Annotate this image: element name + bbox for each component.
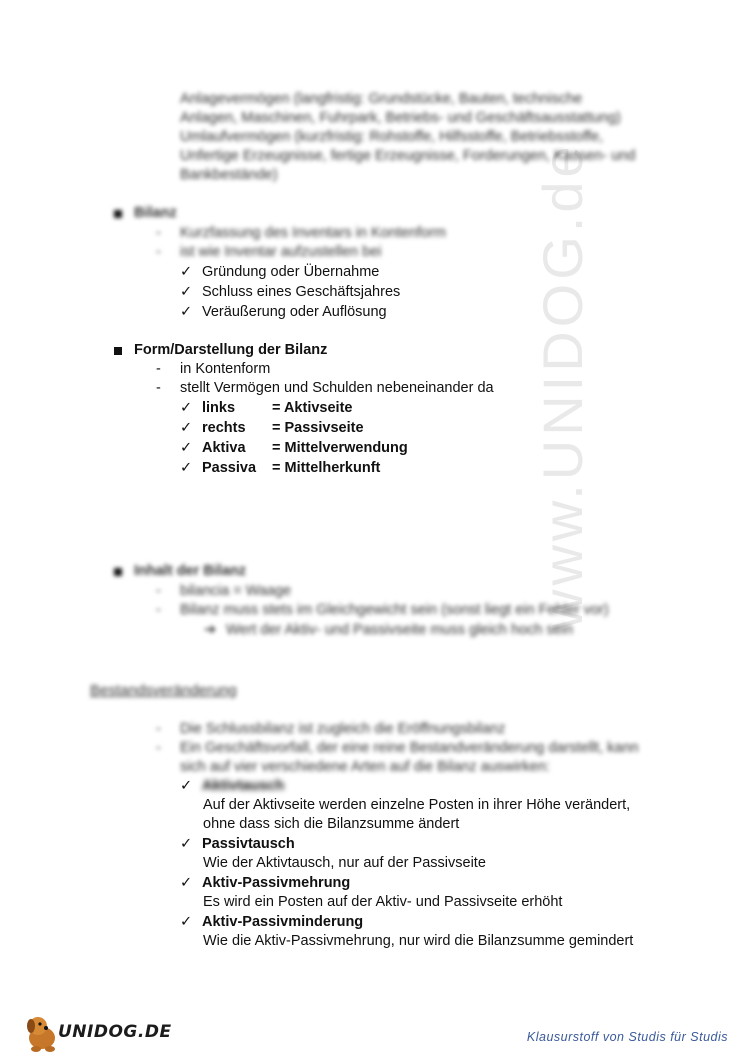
check-icon: ✓ xyxy=(180,836,193,852)
bestand-item-text: Wie der Aktivtausch, nur auf der Passivseite xyxy=(203,855,486,871)
inhalt-heading: Inhalt der Bilanz xyxy=(134,563,246,579)
form-desc-2: stellt Vermögen und Schulden nebeneinander da xyxy=(180,380,494,396)
form-def: = Mittelherkunft xyxy=(272,460,381,476)
bestand-heading: Bestandsveränderung xyxy=(90,682,237,699)
form-row xyxy=(180,439,408,458)
check-icon: ✓ xyxy=(180,460,193,476)
bilanz-check-1 xyxy=(180,263,379,282)
form-def: = Aktivseite xyxy=(272,400,353,416)
inhalt-desc-2: Bilanz muss stets im Gleichgewicht sein (sonst liegt ein Fehler vor) xyxy=(180,602,609,618)
bilanz-check-label-2: Schluss eines Geschäftsjahres xyxy=(202,284,401,300)
bestand-item-title-text: Aktiv-Passivmehrung xyxy=(202,875,351,891)
dash-marker: - xyxy=(156,361,161,377)
check-icon: ✓ xyxy=(180,264,193,280)
form-heading: Form/Darstellung der Bilanz xyxy=(134,342,328,358)
top-line-5: Bankbestände) xyxy=(180,167,278,183)
form-term: Aktiva xyxy=(202,440,246,456)
dash-marker: - xyxy=(156,721,161,737)
bestand-item-title xyxy=(180,913,363,932)
inhalt-dash-1 xyxy=(156,582,291,601)
dash-marker: - xyxy=(156,740,161,756)
dash-marker: - xyxy=(156,583,161,599)
dash-marker: - xyxy=(156,380,161,396)
bestand-item-text: Auf der Aktivseite werden einzelne Posten in ihrer Höhe verändert, xyxy=(203,797,631,813)
bestand-item-title-text: Passivtausch xyxy=(202,836,295,852)
inhalt-desc-1: bilancia = Waage xyxy=(180,583,292,599)
dash-marker: - xyxy=(156,244,161,260)
inhalt-arrow-text: Wert der Aktiv- und Passivseite muss gleich hoch sein xyxy=(226,622,574,638)
bestand-item-title xyxy=(180,835,295,854)
form-row xyxy=(180,459,380,478)
top-line-3: Umlaufvermögen (kurzfristig: Rohstoffe, Hilfsstoffe, Betriebsstoffe, xyxy=(180,129,604,145)
bestand-item-text: ohne dass sich die Bilanzsumme ändert xyxy=(203,816,460,832)
inhalt-dash-2 xyxy=(156,601,609,620)
dash-marker: - xyxy=(156,602,161,618)
check-icon: ✓ xyxy=(180,420,193,436)
form-term: rechts xyxy=(202,420,246,436)
bestand-item-text: Wie die Aktiv-Passivmehrung, nur wird die Bilanzsumme gemindert xyxy=(203,933,634,949)
bestand-item-title xyxy=(180,777,284,796)
bestand-dash-2 xyxy=(156,739,639,758)
bestand-item-title-text: Aktivtausch xyxy=(202,778,285,794)
watermark: www.UNIDOG.de xyxy=(531,142,594,630)
bilanz-check-label-3: Veräußerung oder Auflösung xyxy=(202,304,387,320)
form-term: Passiva xyxy=(202,460,257,476)
bullet-square xyxy=(114,347,122,355)
bestand-item-title-text: Aktiv-Passivminderung xyxy=(202,914,364,930)
bilanz-check-3 xyxy=(180,303,387,322)
form-dash-1 xyxy=(156,360,270,379)
arrow-right-icon: ➔ xyxy=(204,622,217,638)
bestand-desc-2a: Ein Geschäftsvorfall, der eine reine Bestandveränderung darstellt, kann xyxy=(180,740,639,756)
form-row xyxy=(180,419,364,438)
check-icon: ✓ xyxy=(180,284,193,300)
bestand-item-text: Es wird ein Posten auf der Aktiv- und Passivseite erhöht xyxy=(203,894,563,910)
dash-marker: - xyxy=(156,225,161,241)
top-line-4: Unfertige Erzeugnisse, fertige Erzeugnisse, Forderungen, Kassen- und xyxy=(180,148,636,164)
inhalt-arrow-line xyxy=(204,621,573,640)
logo-text: UNIDOG.DE xyxy=(58,1022,172,1042)
form-row xyxy=(180,399,352,418)
check-icon: ✓ xyxy=(180,304,193,320)
bilanz-dash-2 xyxy=(156,243,382,262)
bilanz-desc-2: ist wie Inventar aufzustellen bei xyxy=(180,244,382,260)
top-line-1: Anlagevermögen (langfristig: Grundstücke, Bauten, technische xyxy=(180,91,583,107)
footer-tagline: Klausurstoff von Studis für Studis xyxy=(526,1030,728,1044)
form-dash-2 xyxy=(156,379,494,398)
bilanz-desc-1: Kurzfassung des Inventars in Kontenform xyxy=(180,225,446,241)
bullet-square xyxy=(114,210,122,218)
bilanz-check-label-1: Gründung oder Übernahme xyxy=(202,264,380,280)
top-line-2: Anlagen, Maschinen, Fuhrpark, Betriebs- und Geschäftsausstattung) xyxy=(180,110,621,126)
check-icon: ✓ xyxy=(180,440,193,456)
form-desc-1: in Kontenform xyxy=(180,361,271,377)
form-def: = Passivseite xyxy=(272,420,364,436)
bestand-dash-1 xyxy=(156,720,505,739)
check-icon: ✓ xyxy=(180,875,193,891)
check-icon: ✓ xyxy=(180,400,193,416)
form-def: = Mittelverwendung xyxy=(272,440,408,456)
bestand-desc-1: Die Schlussbilanz ist zugleich die Eröffnungsbilanz xyxy=(180,721,506,737)
bilanz-dash-1 xyxy=(156,224,446,243)
bestand-desc-2b: sich auf vier verschiedene Arten auf die Bilanz auswirken: xyxy=(180,759,550,775)
bullet-square xyxy=(114,568,122,576)
form-term: links xyxy=(202,400,236,416)
bilanz-check-2 xyxy=(180,283,400,302)
check-icon: ✓ xyxy=(180,914,193,930)
check-icon: ✓ xyxy=(180,778,193,794)
bestand-item-title xyxy=(180,874,350,893)
bilanz-heading: Bilanz xyxy=(134,205,177,221)
